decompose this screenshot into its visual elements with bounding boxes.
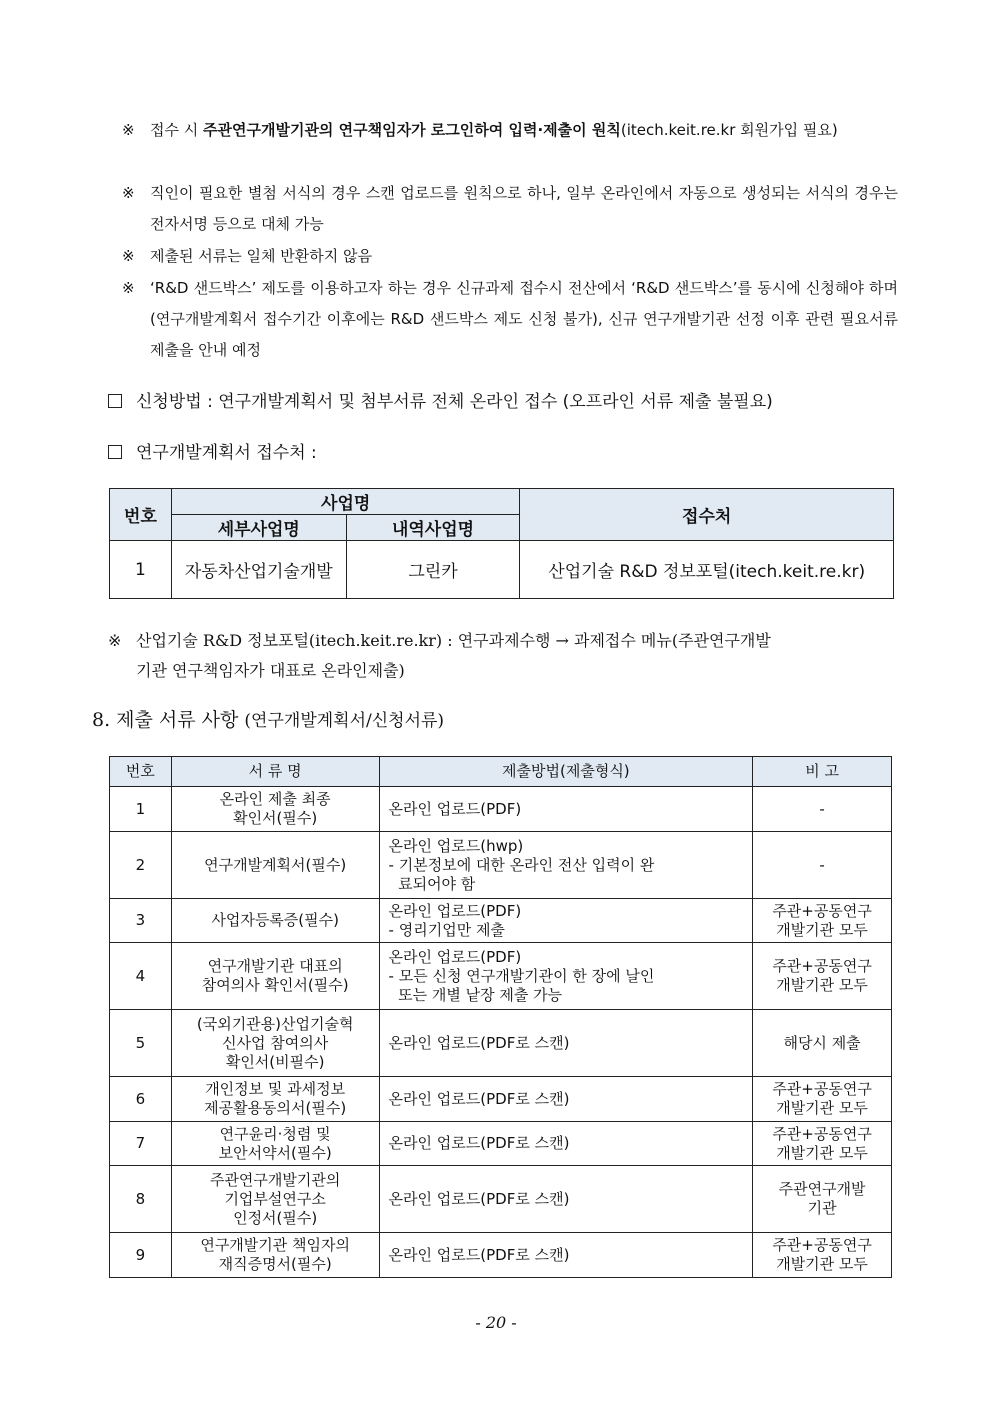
section-heading: [92, 707, 444, 734]
table-row: [110, 1166, 892, 1233]
note-text-bold: 주관연구개발기관의 연구책임자가 로그인하여 입력·제출이 원칙: [203, 121, 621, 139]
cell-receiver: 산업기술 R&D 정보포털(itech.keit.re.kr): [520, 541, 894, 599]
cell-submit-method-line: 온라인 업로드(PDF로 스캔): [388, 1189, 570, 1208]
cell-no: 9: [110, 1233, 172, 1278]
cell-remarks: [753, 1077, 892, 1122]
note-line: 기관 연구책임자가 대표로 온라인제출): [136, 661, 405, 680]
note-sandbox: [122, 273, 898, 366]
cell-remarks-line: 주관+공동연구: [772, 1080, 872, 1098]
cell-document-name-line: 보안서약서(필수): [218, 1143, 332, 1162]
header-no: 번호: [110, 489, 172, 541]
cell-submit-method-line: 온라인 업로드(PDF로 스캔): [388, 1245, 570, 1264]
cell-submit-method: [379, 1233, 753, 1278]
cell-document-name: [171, 832, 379, 899]
cell-submit-method-line: 온라인 업로드(PDF): [388, 901, 522, 920]
cell-submit-method-line: 온라인 업로드(PDF): [388, 799, 522, 818]
cell-no: 1: [110, 541, 172, 599]
header-remarks: 비 고: [753, 757, 892, 787]
note-login-principle: [122, 115, 898, 146]
note-text: 접수 시: [150, 121, 204, 139]
cell-remarks-line: 주관+공동연구: [772, 957, 872, 975]
cell-document-name: [171, 899, 379, 943]
cell-document-name-line: 확인서(비필수): [225, 1052, 325, 1071]
reference-mark: ※: [122, 121, 135, 139]
cell-submit-method: [379, 1122, 753, 1166]
cell-remarks-line: 주관연구개발: [778, 1180, 866, 1198]
note-text: 제출된 서류는 일체 반환하지 않음: [150, 247, 372, 265]
note-seal-forms: [122, 178, 898, 240]
header-no: 번호: [110, 757, 172, 787]
cell-remarks-line: 개발기관 모두: [776, 920, 868, 939]
cell-document-name-line: 기업부설연구소: [224, 1189, 326, 1208]
cell-document-name-line: 연구윤리·청렴 및: [219, 1124, 331, 1143]
cell-document-name: [171, 1166, 379, 1233]
cell-remarks-line: 개발기관 모두: [776, 976, 868, 994]
cell-document-name-line: 확인서(필수): [233, 809, 318, 827]
cell-document-name-line: 사업자등록증(필수): [211, 911, 339, 929]
table-row: [110, 787, 892, 832]
cell-submit-method-line: 온라인 업로드(PDF로 스캔): [388, 1033, 570, 1052]
cell-submit-method: [379, 1077, 753, 1122]
cell-remarks: [753, 787, 892, 832]
table-row: [110, 899, 892, 943]
cell-document-name-line: 재직증명서(필수): [218, 1255, 332, 1273]
section-text: 신청방법 : 연구개발계획서 및 첨부서류 전체 온라인 접수 (오프라인 서류 제출 불필요): [136, 392, 773, 412]
cell-document-name-line: 제공활용동의서(필수): [204, 1099, 347, 1117]
cell-submit-method: [379, 1166, 753, 1233]
cell-no: 2: [110, 832, 172, 899]
table-row: [110, 1077, 892, 1122]
cell-submit-method: [379, 899, 753, 943]
cell-submit-method-line: 온라인 업로드(PDF로 스캔): [388, 1134, 570, 1152]
reference-mark: ※: [122, 184, 135, 202]
header-sub-business: 세부사업명: [171, 515, 346, 541]
heading-sub: (연구개발계획서/신청서류): [244, 711, 445, 731]
reference-mark: ※: [122, 279, 135, 297]
cell-no: 5: [110, 1010, 172, 1077]
cell-remarks-line: 주관+공동연구: [772, 1124, 872, 1143]
cell-remarks: [753, 899, 892, 943]
note-text: (itech.keit.re.kr 회원가입 필요): [620, 121, 838, 139]
cell-remarks-line: 개발기관 모두: [776, 1143, 868, 1162]
cell-no: 8: [110, 1166, 172, 1233]
cell-submit-method-line: - 기본정보에 대한 온라인 전산 입력이 완: [388, 855, 655, 874]
cell-remarks-line: -: [819, 855, 825, 874]
cell-submit-method: [379, 943, 753, 1010]
checkbox-square-icon: [108, 394, 122, 408]
cell-submit-method-line: 온라인 업로드(hwp): [388, 836, 524, 855]
cell-submit-method-line: - 영리기업만 제출: [388, 920, 505, 939]
cell-no: 6: [110, 1077, 172, 1122]
note-line: 산업기술 R&D 정보포털(itech.keit.re.kr) : 연구과제수행 → 과제접수 메뉴(주관연구개발: [136, 631, 771, 650]
cell-document-name-line: 참여의사 확인서(필수): [201, 976, 349, 994]
cell-submit-method: [379, 787, 753, 832]
receiver-table: [109, 488, 894, 599]
cell-no: 4: [110, 943, 172, 1010]
cell-document-name-line: 개인정보 및 과세정보: [205, 1080, 346, 1098]
cell-remarks-line: -: [819, 799, 825, 818]
cell-document-name: [171, 1122, 379, 1166]
cell-submit-method-line: - 모든 신청 연구개발기관이 한 장에 날인: [388, 966, 655, 985]
cell-document-name-line: 주관연구개발기관의: [209, 1170, 341, 1189]
cell-document-name: [171, 1077, 379, 1122]
cell-no: 3: [110, 899, 172, 943]
table-row: [110, 1122, 892, 1166]
cell-sub-business: 자동차산업기술개발: [171, 541, 346, 599]
documents-table: [109, 756, 892, 1278]
cell-submit-method: [379, 832, 753, 899]
cell-submit-method-line: 료되어야 함: [388, 874, 476, 893]
table-row: [110, 541, 894, 599]
cell-document-name-line: 연구개발계획서(필수): [204, 855, 347, 874]
cell-remarks: [753, 1233, 892, 1278]
cell-remarks-line: 개발기관 모두: [776, 1099, 868, 1117]
note-portal: [108, 626, 898, 686]
table-row: [110, 1010, 892, 1077]
cell-submit-method-line: 온라인 업로드(PDF로 스캔): [388, 1089, 570, 1108]
cell-document-name: [171, 1233, 379, 1278]
cell-submit-method-line: 온라인 업로드(PDF): [388, 947, 522, 966]
cell-remarks-line: 주관+공동연구: [772, 901, 872, 920]
header-submit-method: 제출방법(제출형식): [379, 757, 753, 787]
table-row: [110, 943, 892, 1010]
cell-document-name-line: 연구개발기관 책임자의: [200, 1236, 350, 1254]
cell-document-name-line: 인정서(필수): [233, 1208, 318, 1227]
cell-remarks-line: 개발기관 모두: [776, 1255, 868, 1273]
header-document-name: 서 류 명: [171, 757, 379, 787]
cell-document-name-line: (국외기관용)산업기술혁: [196, 1014, 354, 1033]
cell-remarks: [753, 1166, 892, 1233]
table-row: [110, 832, 892, 899]
cell-remarks-line: 기관: [807, 1199, 837, 1217]
cell-remarks-line: 해당시 제출: [783, 1033, 861, 1052]
cell-submit-method-line: 또는 개별 낱장 제출 가능: [388, 985, 563, 1004]
cell-remarks: [753, 943, 892, 1010]
cell-document-name-line: 연구개발기관 대표의: [207, 957, 343, 975]
reference-mark: ※: [122, 247, 135, 265]
note-text: ‘R&D 샌드박스’ 제도를 이용하고자 하는 경우 신규과제 접수시 전산에서 ‘R&D 샌드박스’를 동시에 신청해야 하며(연구개발계획서 접수기간 이후에는 R&D 샌드박스 제도 신청 불가), 신규 연구개발기관 선정 이후 관련 필요서류 제출을 안내 예정: [150, 279, 898, 359]
reference-mark: ※: [108, 631, 122, 650]
cell-remarks-line: 주관+공동연구: [772, 1236, 872, 1254]
cell-document-name: [171, 1010, 379, 1077]
cell-submit-method: [379, 1010, 753, 1077]
cell-document-name-line: 신사업 참여의사: [222, 1033, 329, 1052]
cell-document-name-line: 온라인 제출 최종: [219, 790, 331, 808]
note-no-return: [122, 241, 898, 272]
header-detail-business: 내역사업명: [346, 515, 520, 541]
cell-document-name: [171, 943, 379, 1010]
table-row: [110, 1233, 892, 1278]
cell-no: 7: [110, 1122, 172, 1166]
heading-main: 8. 제출 서류 사항: [92, 709, 245, 731]
header-business-name: 사업명: [171, 489, 519, 515]
cell-remarks: [753, 1122, 892, 1166]
cell-no: 1: [110, 787, 172, 832]
cell-document-name: [171, 787, 379, 832]
page-number: - 20 -: [475, 1313, 517, 1332]
note-text: 직인이 필요한 별첨 서식의 경우 스캔 업로드를 원칙으로 하나, 일부 온라인에서 자동으로 생성되는 서식의 경우는 전자서명 등으로 대체 가능: [150, 184, 898, 233]
checkbox-square-icon: [108, 445, 122, 459]
cell-remarks: [753, 832, 892, 899]
section-text: 연구개발계획서 접수처 :: [136, 443, 317, 463]
section-receiver: [108, 441, 317, 465]
section-application-method: [108, 390, 773, 414]
cell-detail-business: 그린카: [346, 541, 520, 599]
header-receiver: 접수처: [520, 489, 894, 541]
cell-remarks: [753, 1010, 892, 1077]
